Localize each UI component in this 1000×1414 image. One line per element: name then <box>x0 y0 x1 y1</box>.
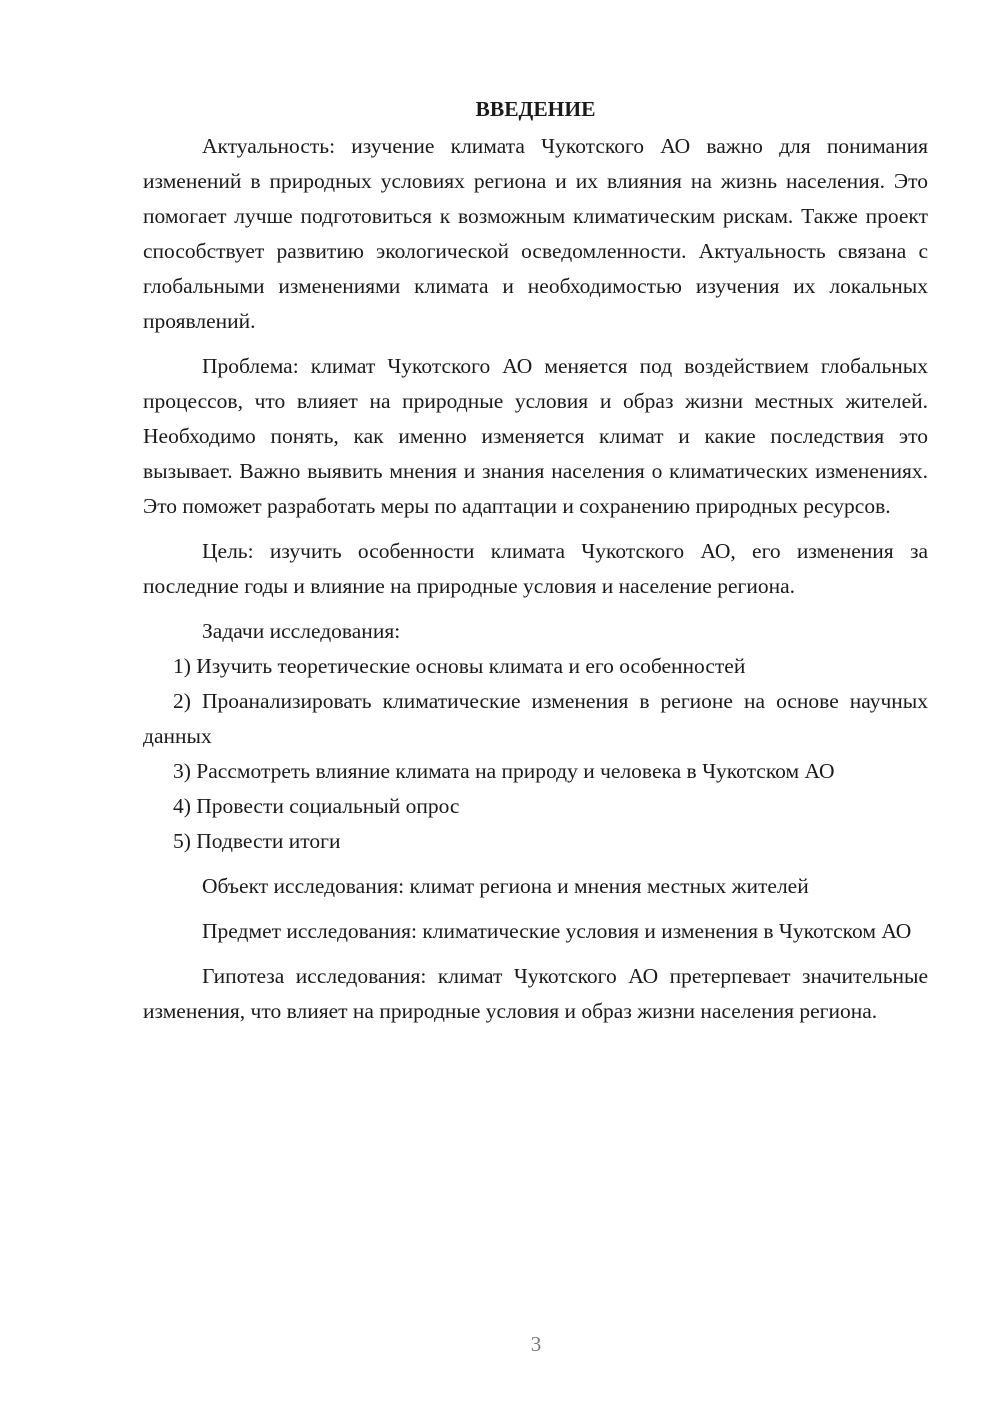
task-item-2: 2) Проанализировать климатические изменения в регионе на основе научных данных <box>143 689 928 748</box>
task-item-3: 3) Рассмотреть влияние климата на природу и человека в Чукотском АО <box>173 759 835 783</box>
page-title: ВВЕДЕНИЕ <box>475 97 596 121</box>
task-item-4: 4) Провести социальный опрос <box>173 794 460 818</box>
goal-paragraph: Цель: изучить особенности климата Чукотского АО, его изменения за последние годы и влияние на природные условия и население региона. <box>143 539 928 598</box>
task-item-5: 5) Подвести итоги <box>173 829 341 853</box>
hypothesis-paragraph: Гипотеза исследования: климат Чукотского АО претерпевает значительные изменения, что влияет на природные условия и образ жизни населения региона. <box>143 964 928 1023</box>
tasks-heading: Задачи исследования: <box>202 619 401 643</box>
object-paragraph: Объект исследования: климат региона и мнения местных жителей <box>202 874 809 898</box>
task-item-1: 1) Изучить теоретические основы климата и его особенностей <box>173 654 746 678</box>
page-number: 3 <box>530 1332 542 1356</box>
subject-paragraph: Предмет исследования: климатические условия и изменения в Чукотском АО <box>202 919 912 943</box>
relevance-paragraph: Актуальность: изучение климата Чукотского АО важно для понимания изменений в природных условиях региона и их влияния на жизнь населения. Это помогает лучше подготовиться к возможным климатическим рискам. Также проект способствует развитию экологической осведомленности. Актуальность связана с глобальными изменениями климата и необходимостью изучения их локальных проявлений. <box>143 134 928 333</box>
problem-paragraph: Проблема: климат Чукотского АО меняется под воздействием глобальных процессов, что влияет на природные условия и образ жизни местных жителей. Необходимо понять, как именно изменяется климат и какие последствия это вызывает. Важно выявить мнения и знания населения о климатических изменениях. Это поможет разработать меры по адаптации и сохранению природных ресурсов. <box>143 354 928 518</box>
document-page <box>143 92 928 1029</box>
